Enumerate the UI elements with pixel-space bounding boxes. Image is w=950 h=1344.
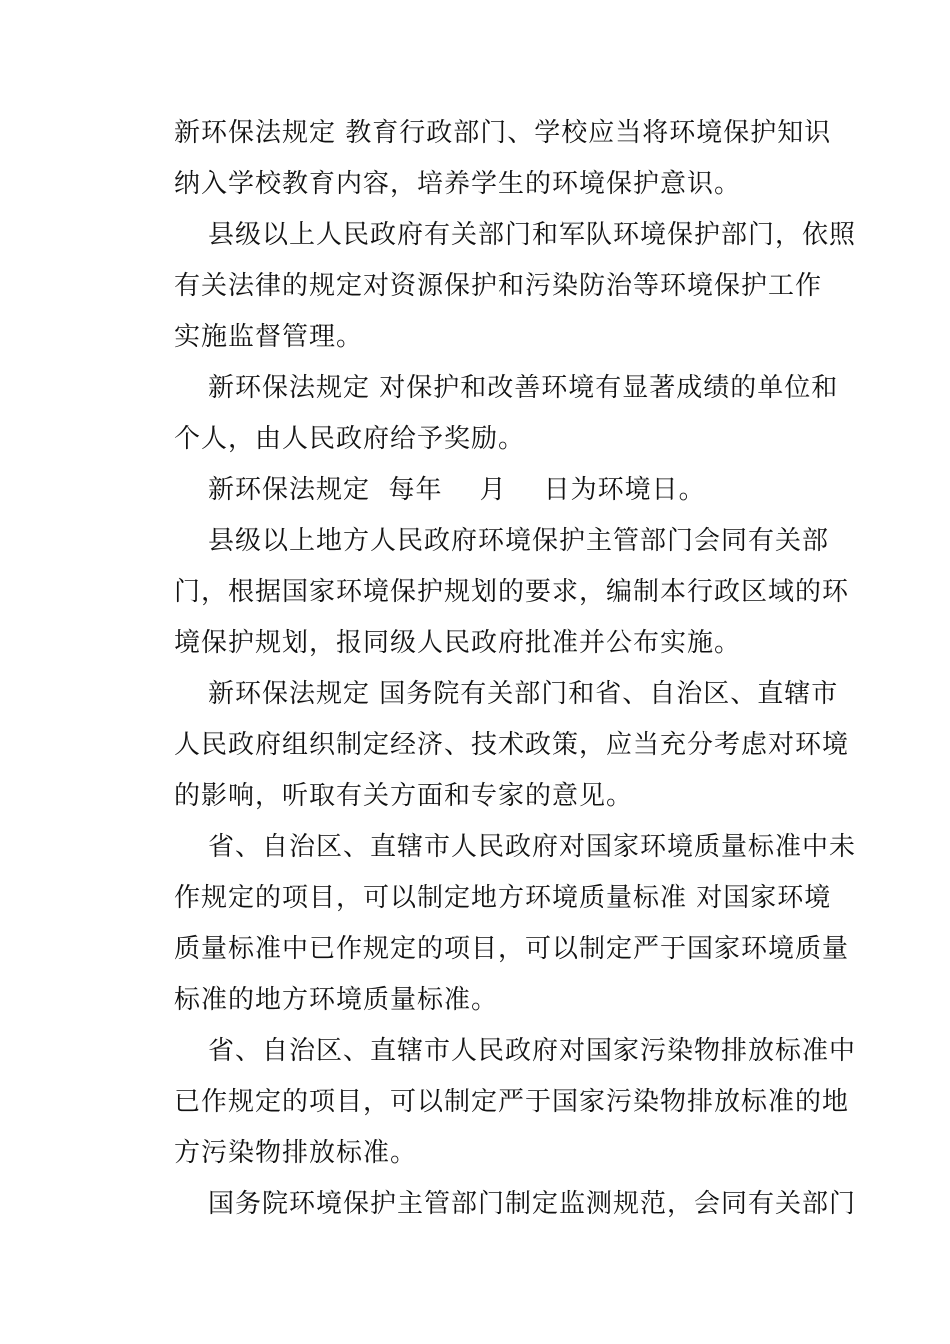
- text-line: 新环保法规定 教育行政部门、学校应当将环境保护知识: [174, 118, 832, 148]
- paragraph: [174, 108, 832, 210]
- paragraph: [174, 363, 839, 465]
- text-line: 实施监督管理。: [174, 322, 364, 352]
- text-line: 的影响，听取有关方面和专家的意见。: [174, 781, 634, 811]
- text-line: 县级以上人民政府有关部门和军队环境保护部门，依照: [208, 220, 857, 250]
- paragraph: [174, 1179, 857, 1230]
- text-line: 县级以上地方人民政府环境保护主管部门会同有关部: [208, 526, 830, 556]
- document-body: [174, 108, 857, 1230]
- text-line: 国务院环境保护主管部门制定监测规范，会同有关部门: [208, 1189, 857, 1219]
- text-line: 作规定的项目，可以制定地方环境质量标准 对国家环境: [174, 883, 832, 913]
- text-line: 新环保法规定 对保护和改善环境有显著成绩的单位和: [208, 373, 839, 403]
- text-line: 纳入学校教育内容，培养学生的环境保护意识。: [174, 169, 742, 199]
- text-line: 新环保法规定 每年 月 日为环境日。: [208, 475, 706, 505]
- text-line: 方污染物排放标准。: [174, 1138, 418, 1168]
- paragraph: [174, 465, 814, 516]
- text-line: 省、自治区、直辖市人民政府对国家污染物排放标准中: [208, 1036, 857, 1066]
- paragraph: [174, 669, 850, 822]
- text-line: 有关法律的规定对资源保护和污染防治等环境保护工作: [174, 271, 823, 301]
- text-line: 境保护规划，报同级人民政府批准并公布实施。: [174, 628, 742, 658]
- text-line: 省、自治区、直辖市人民政府对国家环境质量标准中未: [208, 832, 857, 862]
- text-line: 已作规定的项目，可以制定严于国家污染物排放标准的地: [174, 1087, 850, 1117]
- text-line: 标准的地方环境质量标准。: [174, 985, 499, 1015]
- text-line: 人民政府组织制定经济、技术政策，应当充分考虑对环境: [174, 730, 850, 760]
- paragraph: [174, 822, 857, 1026]
- text-line: 新环保法规定 国务院有关部门和省、自治区、直辖市: [208, 679, 839, 709]
- paragraph: [174, 1026, 857, 1179]
- text-line: 门，根据国家环境保护规划的要求，编制本行政区域的环: [174, 577, 850, 607]
- text-line: 个人，由人民政府给予奖励。: [174, 424, 526, 454]
- paragraph: [174, 516, 850, 669]
- paragraph: [174, 210, 857, 363]
- text-line: 质量标准中已作规定的项目，可以制定严于国家环境质量: [174, 934, 850, 964]
